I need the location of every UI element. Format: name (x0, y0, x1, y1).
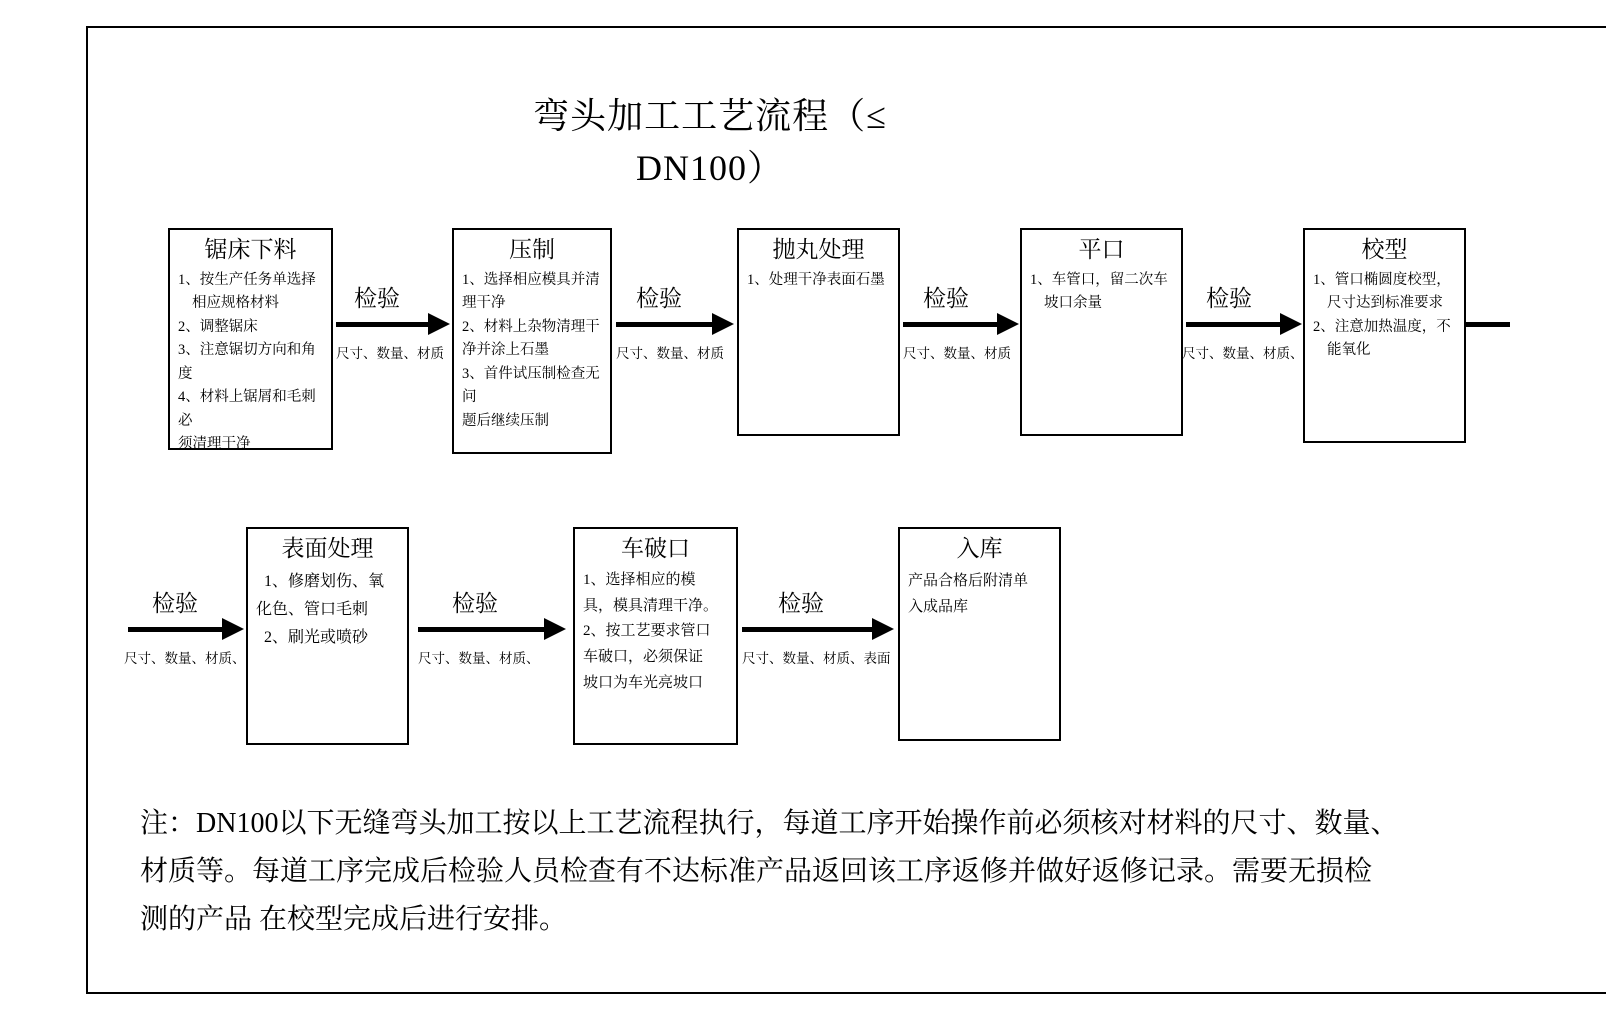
arrow-shaft (1466, 322, 1510, 327)
page-title (430, 90, 990, 194)
box-line: 能氧化 (1327, 342, 1371, 359)
inspection-arrow-7 (742, 585, 898, 675)
process-box-saw-cutting[interactable] (168, 228, 333, 453)
box-line: 具，模具清理干净。 (583, 597, 719, 614)
inspection-sublabel: 尺寸、数量、材质 (336, 346, 444, 361)
page-title-line1: 弯头加工工艺流程（≤ (533, 96, 887, 136)
inspection-label: 检验 (152, 591, 198, 616)
arrow-shaft (742, 627, 874, 632)
arrow-head (544, 618, 566, 640)
inspection-sublabel: 尺寸、数量、材质 (616, 346, 724, 361)
arrow-head (428, 313, 450, 335)
box-line: 3、注意锯切方向和角度 (178, 342, 316, 382)
inspection-sublabel: 尺寸、数量、材质、 (418, 651, 540, 666)
box-heading: 压制 (509, 237, 555, 262)
arrow-shaft (616, 322, 714, 327)
inspection-arrow-2 (616, 280, 738, 370)
arrow-shaft (128, 627, 224, 632)
box-heading: 车破口 (621, 536, 690, 561)
arrow-head (1280, 313, 1302, 335)
box-line: 题后继续压制 (462, 412, 549, 429)
box-heading: 锯床下料 (204, 237, 297, 262)
box-line: 坡口余量 (1044, 295, 1102, 312)
arrow-head (712, 313, 734, 335)
box-heading: 平口 (1078, 237, 1125, 262)
note-line-3: 测的产品 在校型完成后进行安排。 (140, 904, 568, 936)
inspection-sublabel: 尺寸、数量、材质、表面 (742, 651, 891, 666)
inspection-label: 检验 (1206, 286, 1252, 311)
process-box-pressing[interactable] (452, 228, 612, 454)
box-heading: 抛丸处理 (772, 237, 865, 262)
box-line: 2、刷光或喷砂 (264, 628, 369, 646)
inspection-arrow-1 (336, 280, 454, 370)
inspection-label: 检验 (923, 286, 969, 311)
process-box-shot-blasting[interactable] (737, 228, 900, 436)
inspection-arrow-4 (1182, 280, 1306, 370)
arrow-shaft (903, 322, 999, 327)
box-line: 2、材料上杂物清理干 (462, 318, 600, 335)
arrow-shaft (418, 627, 546, 632)
box-line: 理干净 (462, 295, 506, 312)
inspection-sublabel: 尺寸、数量、材质、 (1182, 346, 1304, 361)
process-box-warehousing[interactable] (898, 527, 1061, 741)
box-line: 2、按工艺要求管口 (583, 623, 711, 640)
box-line: 1、管口椭圆度校型， (1313, 271, 1451, 288)
box-line: 坡口为车光亮坡口 (583, 674, 704, 691)
process-box-surface-treatment[interactable] (246, 527, 409, 745)
arrow-head (997, 313, 1019, 335)
inspection-label: 检验 (778, 591, 824, 616)
note-line-2: 材质等。每道工序完成后检验人员检查有不达标准产品返回该工序返修并做好返修记录。需要无损检 (140, 856, 1373, 888)
process-box-shaping[interactable] (1303, 228, 1466, 443)
arrow-shaft (336, 322, 430, 327)
process-box-facing[interactable] (1020, 228, 1183, 436)
inspection-sublabel: 尺寸、数量、材质、 (124, 651, 246, 666)
inspection-sublabel: 尺寸、数量、材质 (903, 346, 1011, 361)
row1-exit-arrow (1466, 322, 1512, 342)
box-line: 1、选择相应模具并清 (462, 271, 600, 288)
box-heading: 表面处理 (281, 536, 374, 561)
arrow-shaft (1186, 322, 1282, 327)
note-block (140, 800, 1540, 944)
box-line: 化色、管口毛刺 (256, 600, 369, 618)
box-line: 3、首件试压制检查无问 (462, 365, 600, 406)
box-line: 入成品库 (908, 599, 969, 615)
box-line: 2、注意加热温度，不 (1313, 318, 1451, 335)
box-line: 1、按生产任务单选择 (178, 271, 316, 288)
box-line: 车破口，必须保证 (583, 649, 704, 666)
inspection-label: 检验 (354, 286, 400, 311)
box-heading: 入库 (956, 536, 1003, 561)
box-line: 1、处理干净表面石墨 (747, 271, 885, 288)
box-line: 4、材料上锯屑和毛刺必 (178, 389, 316, 429)
inspection-arrow-5 (124, 585, 248, 675)
box-line: 1、修磨划伤、氧 (264, 572, 385, 590)
inspection-arrow-6 (418, 585, 570, 675)
note-line-1: 注：DN100以下无缝弯头加工按以上工艺流程执行，每道工序开始操作前必须核对材料的尺寸、数量、 (140, 808, 1399, 839)
box-line: 产品合格后附清单 (908, 572, 1029, 589)
inspection-label: 检验 (452, 591, 498, 616)
inspection-label: 检验 (636, 286, 682, 311)
box-line: 相应规格材料 (192, 295, 279, 312)
box-line: 1、车管口，留二次车 (1030, 271, 1168, 288)
arrow-head (222, 618, 244, 640)
arrow-head (872, 618, 894, 640)
process-box-bevel-turning[interactable] (573, 527, 738, 745)
inspection-arrow-3 (903, 280, 1023, 370)
box-line: 2、调整锯床 (178, 318, 258, 335)
box-line: 尺寸达到标准要求 (1327, 295, 1443, 312)
box-line: 须清理干净 (178, 436, 251, 453)
box-heading: 校型 (1361, 237, 1408, 262)
page-title-line2: DN100） (636, 148, 784, 189)
box-line: 1、选择相应的模 (583, 571, 696, 588)
box-line: 净并涂上石墨 (462, 342, 549, 359)
